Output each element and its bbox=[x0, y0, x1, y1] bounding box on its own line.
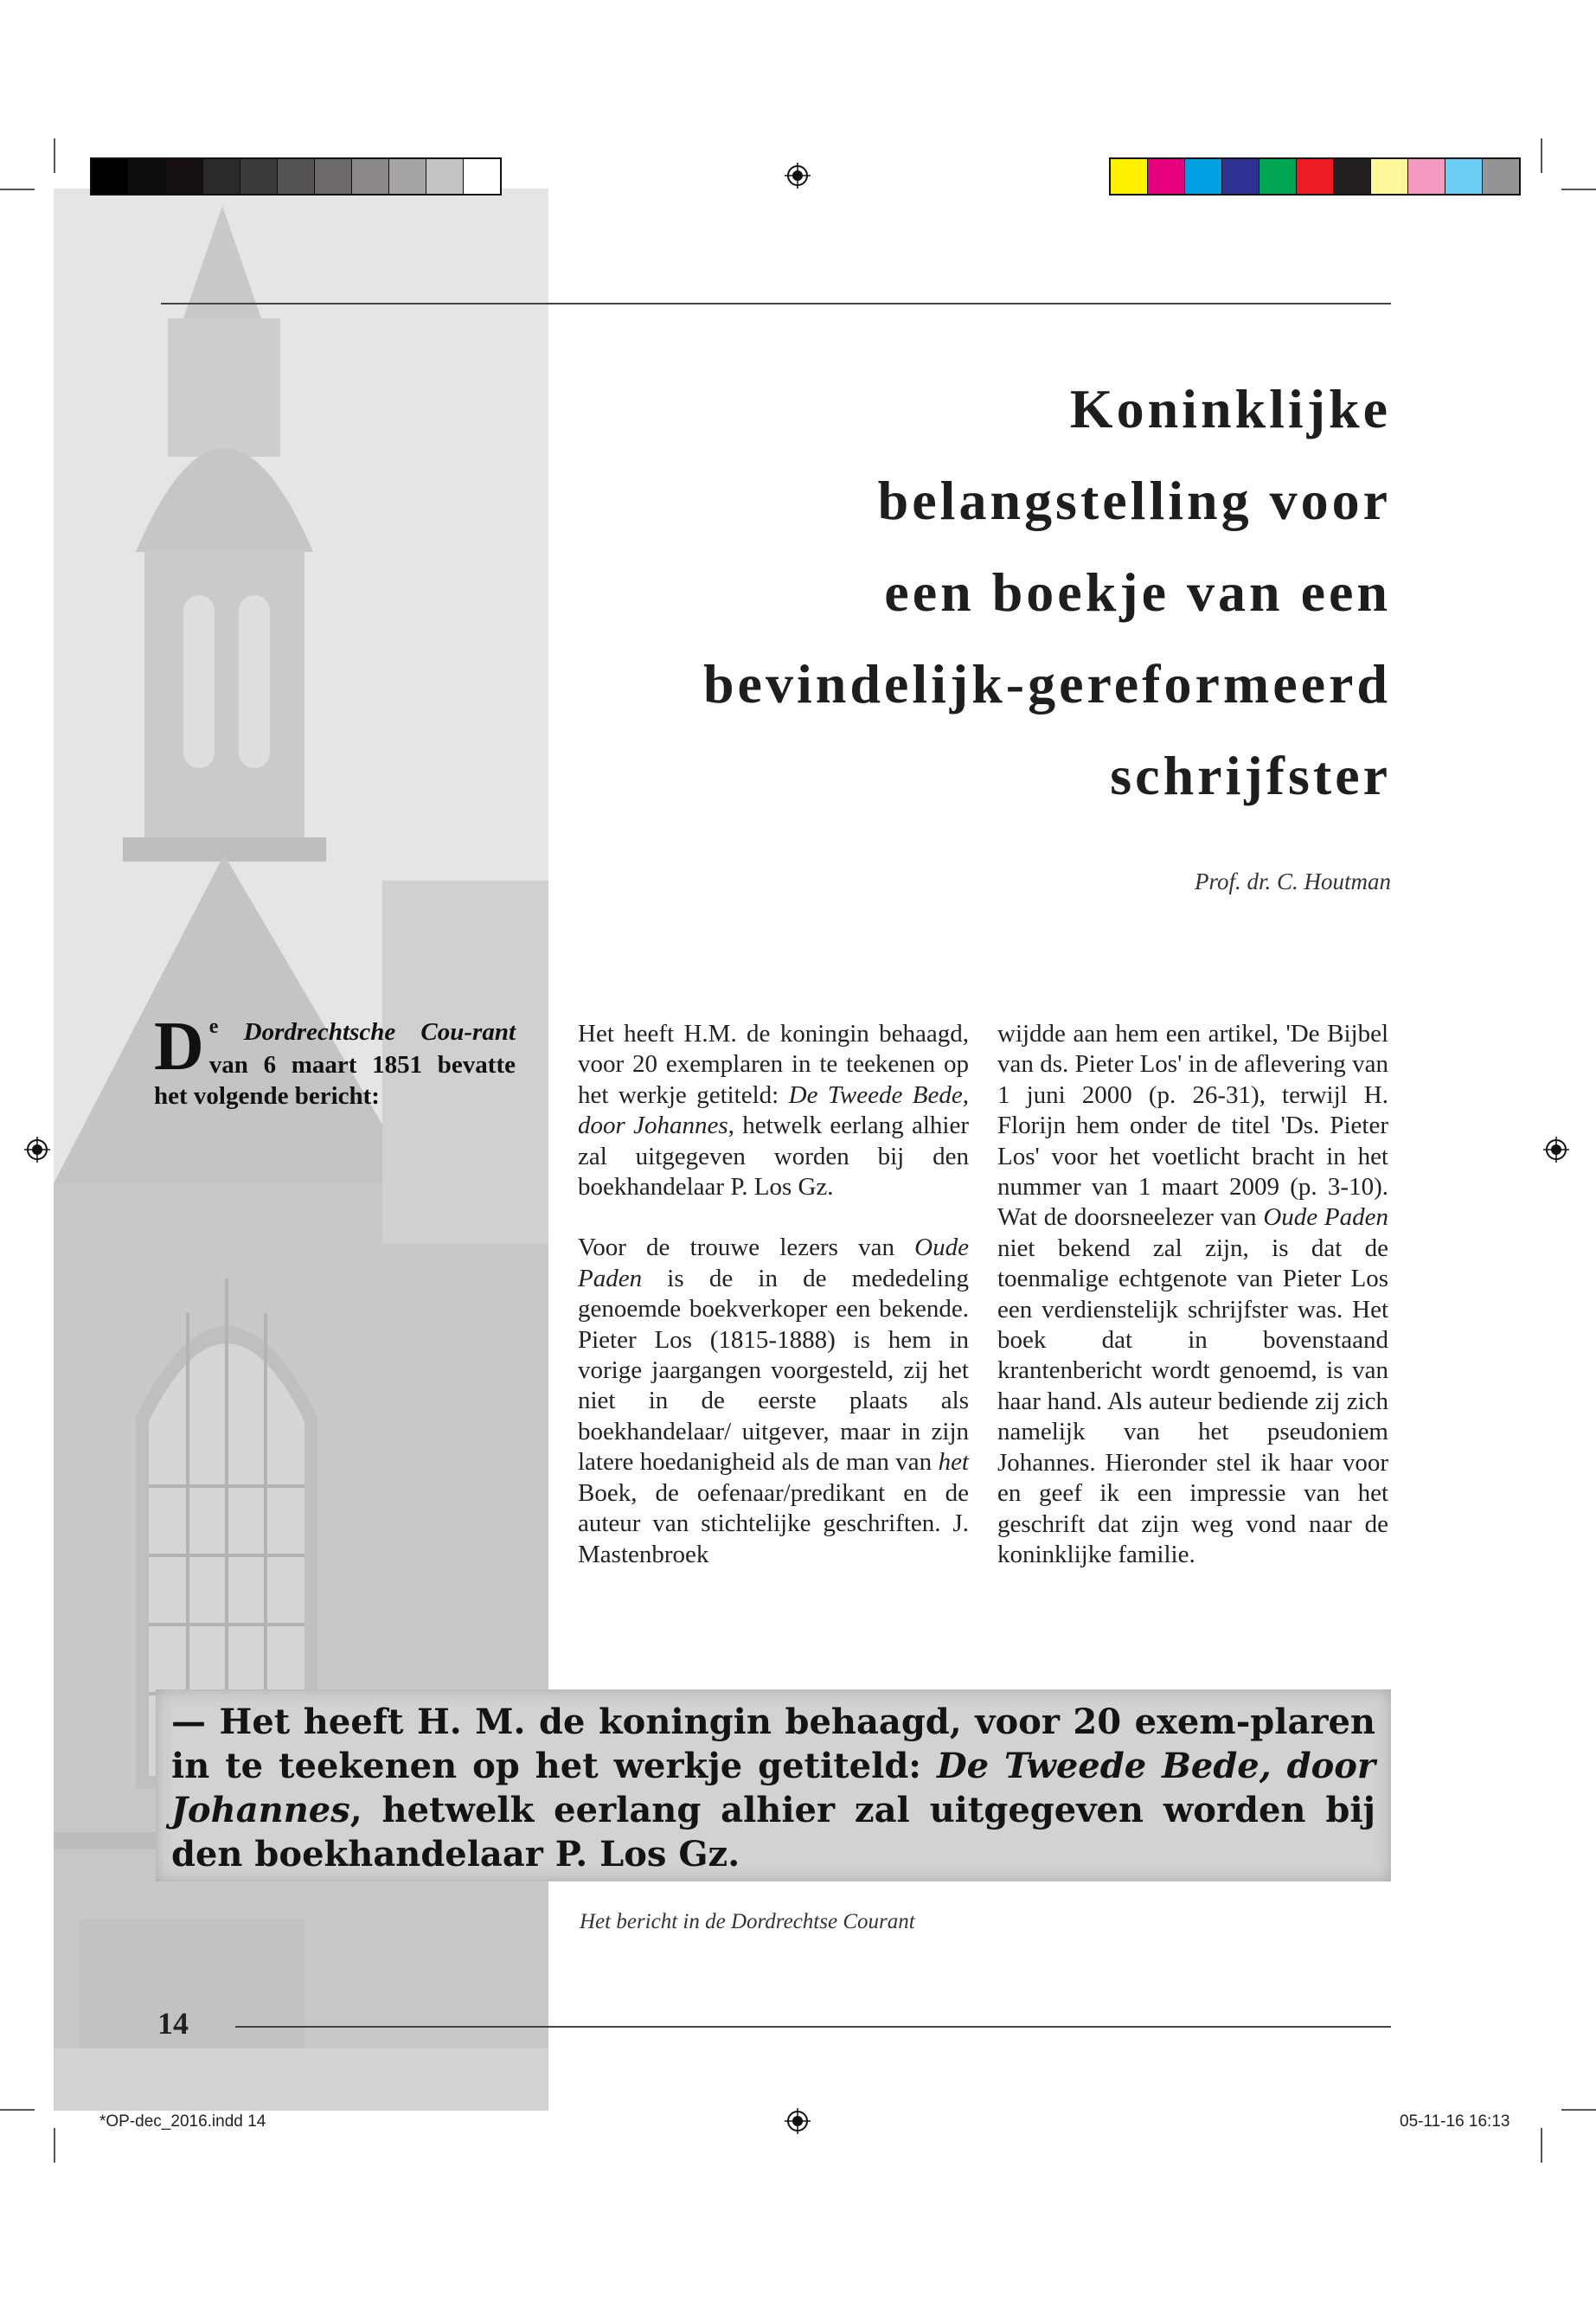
title-line: een boekje van een bbox=[884, 561, 1391, 623]
article-title bbox=[554, 363, 1391, 822]
color-swatch bbox=[1334, 159, 1371, 194]
registration-mark-icon bbox=[785, 2108, 811, 2134]
crop-mark bbox=[1541, 138, 1542, 173]
body-paragraph bbox=[578, 1233, 969, 1569]
color-swatch bbox=[1483, 159, 1519, 194]
body-column-2 bbox=[997, 1019, 1388, 1570]
newspaper-clipping bbox=[156, 1689, 1391, 1881]
color-swatch bbox=[1111, 159, 1148, 194]
crop-mark bbox=[1561, 2109, 1596, 2111]
color-swatch bbox=[1185, 159, 1222, 194]
clipping-text: — Het heeft H. M. de koningin behaagd, voor 20 exem-plaren in te teekenen op het werkje getiteld: bbox=[171, 1702, 1375, 1786]
lead-superscript: e bbox=[208, 1016, 219, 1038]
grayscale-swatch bbox=[278, 159, 315, 194]
color-swatch bbox=[1445, 159, 1483, 194]
color-swatch bbox=[1408, 159, 1445, 194]
lead-text: van 6 maart 1851 bevatte het volgende bericht: bbox=[154, 1051, 516, 1110]
grayscale-swatch bbox=[240, 159, 278, 194]
body-text: , hetwelk eerlang alhier zal uitgegeven worden bij den boekhandelaar P. Los Gz. bbox=[578, 1112, 969, 1202]
grayscale-swatch bbox=[129, 159, 166, 194]
lead-newspaper-name: Dordrechtsche Cou-rant bbox=[243, 1018, 516, 1046]
body-text: is de in de mededeling genoemde boekverkoper een bekende. Pieter Los (1815-1888) is hem in vorige jaargangen voorgesteld, zij het niet in de eerste plaats als boekhandelaar/ uitgever, maar in zijn latere hoedanigheid als de man van bbox=[578, 1264, 969, 1477]
body-text: Het heeft H.M. de koningin behaagd, voor 20 exemplaren in te teekenen op het werkje getiteld: bbox=[578, 1020, 969, 1109]
body-text: Voor de trouwe lezers van bbox=[578, 1234, 915, 1262]
title-line: bevindelijk-gereformeerd bbox=[702, 653, 1391, 715]
registration-mark-icon bbox=[24, 1137, 50, 1163]
grayscale-swatch bbox=[315, 159, 352, 194]
author-byline: Prof. dr. C. Houtman bbox=[1194, 868, 1391, 894]
body-column-1 bbox=[578, 1019, 969, 1570]
book-title: De Tweede Bede, door Johannes bbox=[578, 1080, 969, 1140]
body-text: wijdde aan hem een artikel, 'De Bijbel van ds. Pieter Los' in de aflevering van 1 juni 2000 (p. 26-31), terwijl H. Florijn hem onder de titel 'Ds. Pieter Los' voor het voetlicht bracht in het nummer van 1 maart 2009 (p. 3-10). Wat de doorsneelezer van bbox=[997, 1020, 1388, 1232]
clipping-text: , hetwelk eerlang alhier zal uitgegeven worden bij den boekhandelaar P. Los Gz. bbox=[171, 1790, 1375, 1875]
top-rule bbox=[161, 303, 1391, 304]
emphasis-text: het bbox=[938, 1448, 969, 1477]
grayscale-swatch bbox=[92, 159, 129, 194]
crop-mark bbox=[0, 2109, 35, 2111]
color-swatch bbox=[1371, 159, 1408, 194]
color-bar bbox=[1109, 157, 1521, 195]
grayscale-swatch bbox=[426, 159, 464, 194]
body-text: niet bekend zal zijn, is dat de toenmalige echtgenote van Pieter Los een verdienstelijk schrijfster was. Het boek dat in bovenstaand krantenbericht wordt genoemd, is van haar hand. Als auteur bediende zij zich namelijk van het pseudoniem Johannes. Hieronder stel ik haar voor en geef ik een impressie van het geschrift dat zijn weg vond naar de koninklijke familie. bbox=[997, 1234, 1388, 1568]
color-swatch bbox=[1148, 159, 1185, 194]
grayscale-swatch bbox=[203, 159, 240, 194]
magazine-title: Oude Paden bbox=[1263, 1203, 1388, 1232]
title-line: Koninklijke bbox=[1069, 378, 1391, 439]
clipping-book-title: De Tweede Bede, door Johannes bbox=[171, 1746, 1375, 1830]
slug-file-name: *OP-dec_2016.indd 14 bbox=[99, 2112, 266, 2131]
grayscale-swatch bbox=[166, 159, 203, 194]
body-text: Boek, de oefenaar/predikant en de auteur van stichtelijke geschriften. J. Mastenbroek bbox=[578, 1478, 969, 1568]
title-line: schrijfster bbox=[1110, 745, 1391, 806]
image-caption: Het bericht in de Dordrechtse Courant bbox=[580, 1910, 915, 1933]
color-swatch bbox=[1297, 159, 1334, 194]
registration-mark-icon bbox=[1543, 1137, 1569, 1163]
grayscale-swatch bbox=[464, 159, 500, 194]
magazine-title: Oude Paden bbox=[578, 1234, 969, 1292]
grayscale-swatch bbox=[389, 159, 426, 194]
grayscale-swatch bbox=[352, 159, 389, 194]
lead-paragraph bbox=[154, 1009, 516, 1112]
color-swatch bbox=[1222, 159, 1259, 194]
bottom-rule bbox=[235, 2026, 1391, 2028]
crop-mark bbox=[1541, 2128, 1542, 2163]
crop-mark bbox=[54, 138, 55, 173]
body-paragraph bbox=[997, 1019, 1388, 1570]
crop-mark bbox=[0, 189, 35, 190]
drop-cap: D bbox=[154, 1009, 204, 1085]
grayscale-bar bbox=[90, 157, 502, 195]
crop-mark bbox=[1561, 189, 1596, 190]
crop-mark bbox=[54, 2128, 55, 2163]
slug-timestamp: 05-11-16 16:13 bbox=[1400, 2112, 1510, 2131]
title-line: belangstelling voor bbox=[877, 470, 1391, 531]
page-number: 14 bbox=[157, 2006, 189, 2041]
body-paragraph bbox=[578, 1019, 969, 1202]
registration-mark-icon bbox=[785, 163, 811, 189]
color-swatch bbox=[1259, 159, 1297, 194]
